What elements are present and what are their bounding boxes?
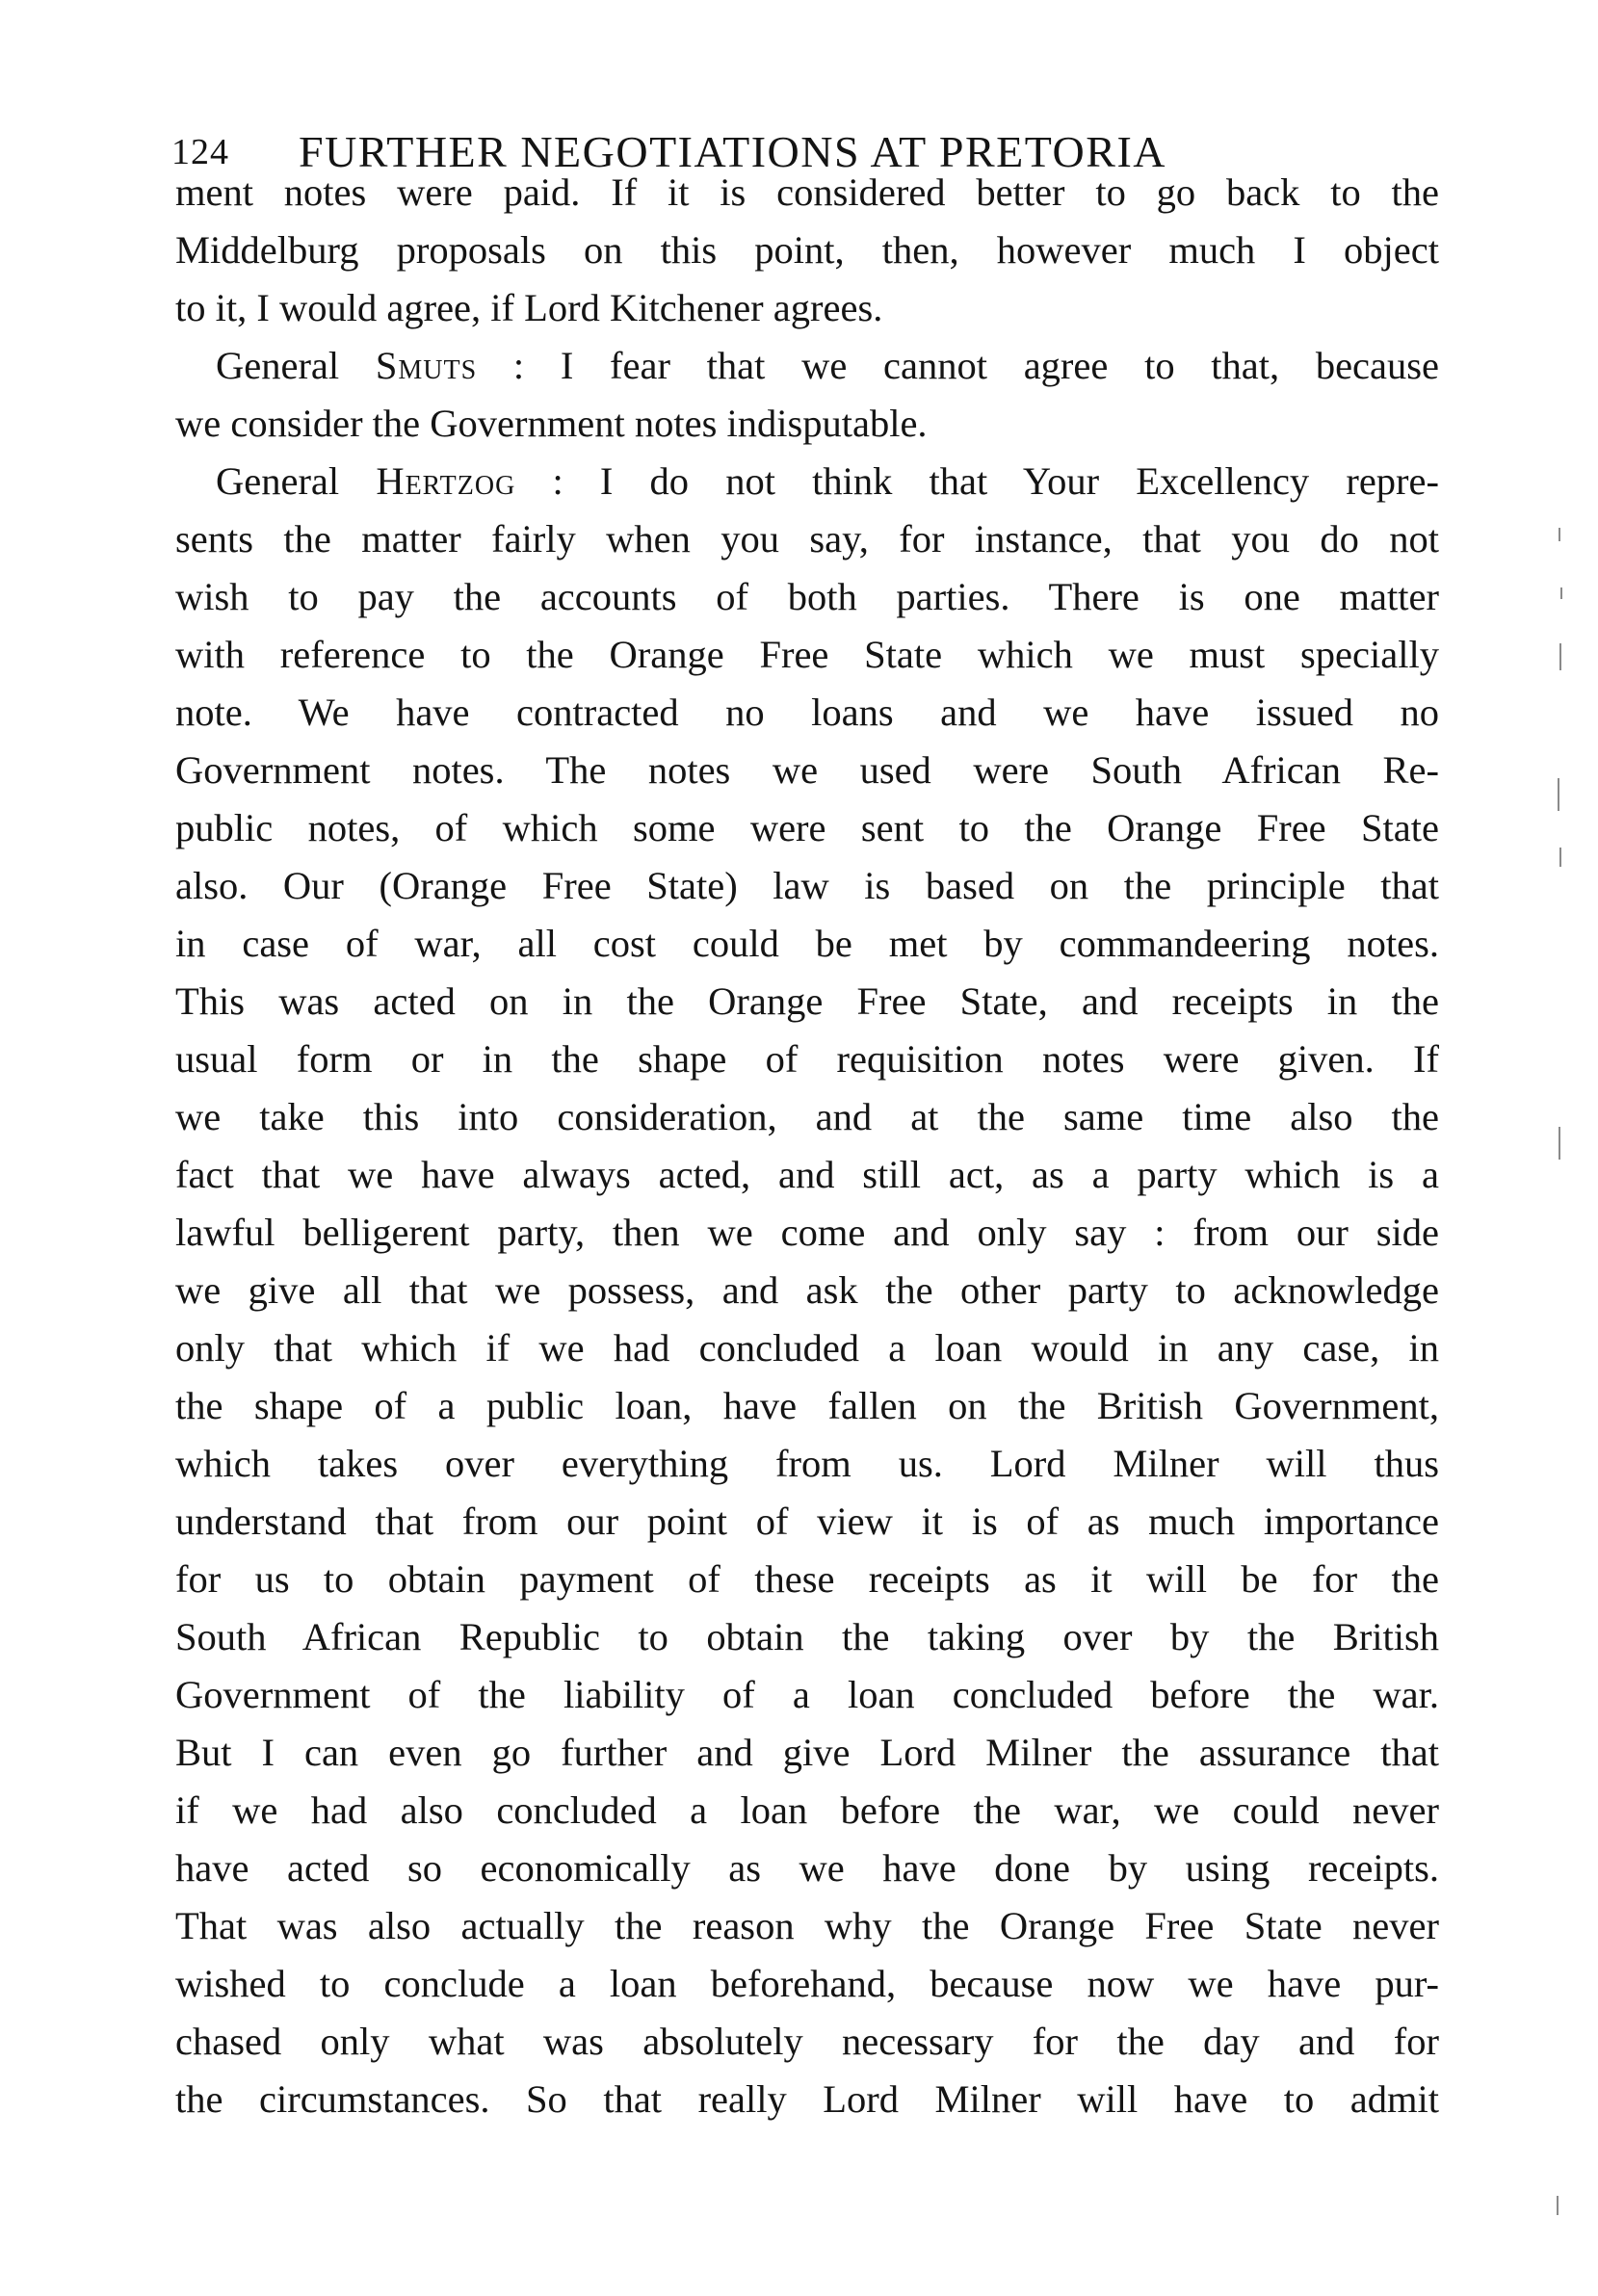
scan-artifact: [1560, 587, 1562, 599]
speaker-name: Hertzog: [376, 459, 516, 503]
text-line: public notes, of which some were sent to the Orange Free State: [175, 806, 1439, 849]
scan-artifact: [1558, 778, 1559, 811]
text-line: we take this into consideration, and at the same time also the: [175, 1095, 1439, 1138]
scan-artifact: [1559, 1127, 1560, 1160]
text-line: for us to obtain payment of these receipts as it will be for the: [175, 1557, 1439, 1601]
text-line: South African Republic to obtain the taking over by the British: [175, 1615, 1439, 1658]
text-line: But I can even go further and give Lord Milner the assurance that: [175, 1731, 1439, 1774]
text-line: wished to conclude a loan beforehand, because now we have pur-: [175, 1962, 1439, 2005]
scan-artifact: [1559, 848, 1561, 867]
text-line: fact that we have always acted, and still act, as a party which is a: [175, 1153, 1439, 1196]
text-line: wish to pay the accounts of both parties. There is one matter: [175, 575, 1439, 618]
speaker-name: Smuts: [375, 344, 478, 387]
text-line: note. We have contracted no loans and we have issued no: [175, 691, 1439, 734]
text-line: General Smuts : I fear that we cannot agree to that, because: [216, 344, 1439, 387]
text-line: understand that from our point of view it is of as much importance: [175, 1500, 1439, 1543]
text-line: with reference to the Orange Free State which we must specially: [175, 633, 1439, 676]
text-line: in case of war, all cost could be met by commandeering notes.: [175, 922, 1439, 965]
page-title: FURTHER NEGOTIATIONS AT PRETORIA: [299, 127, 1166, 176]
text-line: This was acted on in the Orange Free State, and receipts in the: [175, 979, 1439, 1023]
text-line: we consider the Government notes indisputable.: [175, 402, 928, 445]
text-line: only that which if we had concluded a loan would in any case, in: [175, 1326, 1439, 1370]
text-line: Government notes. The notes we used were South African Re-: [175, 748, 1439, 792]
text-line: we give all that we possess, and ask the other party to acknowledge: [175, 1268, 1439, 1312]
text-line: ment notes were paid. If it is considered better to go back to the: [175, 170, 1439, 214]
text-line: sents the matter fairly when you say, for instance, that you do not: [175, 517, 1439, 561]
text-line: That was also actually the reason why the Orange Free State never: [175, 1904, 1439, 1947]
text-line: usual form or in the shape of requisition notes were given. If: [175, 1037, 1439, 1081]
text-line: Government of the liability of a loan concluded before the war.: [175, 1673, 1439, 1716]
text-line: the shape of a public loan, have fallen on the British Government,: [175, 1384, 1439, 1427]
text-line: General Hertzog : I do not think that Your Excellency repre-: [216, 459, 1439, 503]
scan-artifact: [1559, 528, 1560, 541]
text-line: the circumstances. So that really Lord Milner will have to admit: [175, 2077, 1439, 2121]
text-line: Middelburg proposals on this point, then, however much I object: [175, 228, 1439, 272]
text-line: also. Our (Orange Free State) law is based on the principle that: [175, 864, 1439, 907]
text-line: to it, I would agree, if Lord Kitchener agrees.: [175, 286, 883, 329]
text-line: have acted so economically as we have done by using receipts.: [175, 1846, 1439, 1890]
scan-artifact: [1557, 2196, 1559, 2215]
scan-artifact: [1559, 643, 1561, 670]
text-line: lawful belligerent party, then we come and only say : from our side: [175, 1211, 1439, 1254]
text-line: if we had also concluded a loan before the war, we could never: [175, 1788, 1439, 1832]
page-number: 124: [171, 132, 229, 172]
text-line: which takes over everything from us. Lord Milner will thus: [175, 1442, 1439, 1485]
text-line: chased only what was absolutely necessary for the day and for: [175, 2020, 1439, 2063]
